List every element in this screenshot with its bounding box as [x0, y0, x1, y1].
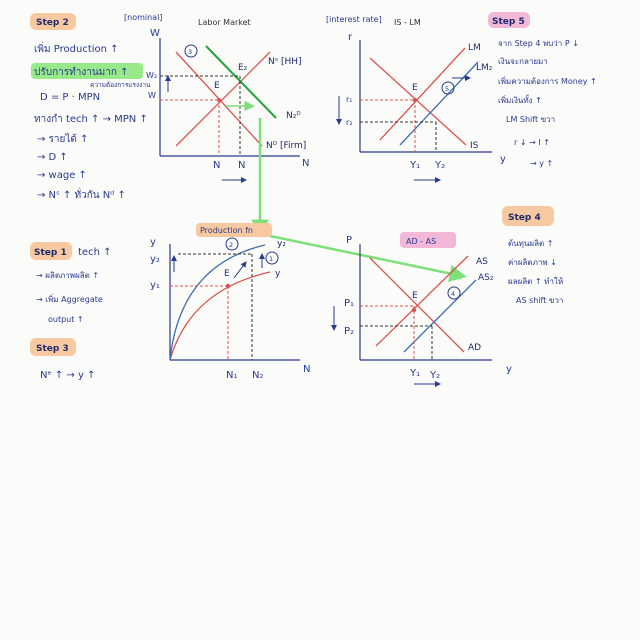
step5-line-1: จาก Step 4 พบว่า P ↓ [498, 39, 579, 48]
islm-r1: r₁ [346, 95, 353, 104]
step2-line-6: → D ↑ [37, 152, 68, 163]
ns-curve [176, 52, 270, 146]
step2-line-2: ปรับการทำงานมาก ↑ [34, 67, 129, 78]
islm-tag: [interest rate] [326, 15, 382, 24]
labor-eq2: E₂ [238, 63, 248, 73]
step5-line-4: เพิ่มเงินทั้ง ↑ [498, 96, 542, 105]
step4-line-4: AS shift ขวา [516, 296, 564, 305]
step2-line-1: เพิ่ม Production ↑ [34, 44, 119, 55]
is-curve [370, 58, 466, 145]
islm-y-axis: r [348, 32, 353, 43]
production-x-axis: N [303, 364, 311, 375]
production-curve-2 [170, 245, 265, 360]
islm-circle: 5 [445, 85, 450, 93]
adas-y1: Y₁ [410, 368, 421, 379]
ad-label: AD [468, 343, 482, 353]
step4-line-3: ผลผลิต ↑ ทำให้ [508, 277, 564, 286]
step1-title: Step 1 [34, 248, 67, 258]
step3-line-1: Nᵉ ↑ → y ↑ [40, 370, 96, 381]
step1-line-3: → เพิ่ม Aggregate [36, 295, 103, 304]
adas-p1: P₁ [344, 298, 355, 309]
step5-line-2: เงินจะกลายมา [498, 57, 548, 66]
production-eq: E [224, 269, 230, 279]
step4-line-2: ค่าผลิตภาพ ↓ [508, 258, 557, 267]
adas-y2: Y₂ [430, 370, 441, 381]
step4-title: Step 4 [508, 213, 541, 223]
islm-r2: r₂ [346, 118, 353, 127]
step2-note: ความต้องการแรงงาน [90, 81, 151, 89]
labor-n1: N [213, 160, 221, 171]
step2-line-8: → Nˢ ↑ ทั่วกัน Nᵈ ↑ [37, 190, 126, 201]
step5-line-3: เพิ่มความต้องการ Money ↑ [498, 77, 597, 86]
as-label: AS [476, 257, 488, 267]
as2-label: AS₂ [478, 273, 494, 283]
islm-y2: Y₂ [435, 160, 446, 171]
step5-title: Step 5 [492, 17, 525, 27]
production-y1: y₁ [150, 280, 160, 291]
labor-title: Labor Market [198, 18, 251, 27]
labor-w1: W [148, 91, 156, 100]
labor-circle: 3 [188, 48, 193, 56]
labor-tag: [nominal] [124, 13, 163, 22]
production-tag: Production fn [200, 226, 253, 235]
adas-eq: E [412, 291, 418, 301]
step5-line-5: LM Shift ขวา [506, 115, 556, 124]
islm-x-axis: y [500, 154, 506, 165]
nd-label: Nᴰ [Firm] [266, 141, 307, 151]
step1-line-1: tech ↑ [78, 247, 112, 258]
adas-p2: P₂ [344, 326, 355, 337]
labor-n2: N [238, 160, 246, 171]
adas-circle: 4 [451, 290, 456, 298]
labor-eq1: E [214, 81, 220, 91]
step5-line-7: → y ↑ [530, 159, 554, 168]
lm-label: LM [468, 43, 481, 53]
production-n2: N₂ [252, 370, 264, 381]
adas-tag: AD - AS [406, 237, 437, 246]
production-y-axis: y [150, 237, 156, 248]
islm-eq: E [412, 83, 418, 93]
production-n1: N₁ [226, 370, 238, 381]
is-label: IS [470, 141, 479, 151]
production-graph [150, 223, 310, 381]
production-curve-1 [170, 272, 270, 360]
islm-title: IS - LM [394, 18, 421, 27]
step2-line-7: → wage ↑ [37, 170, 87, 181]
step3-title: Step 3 [36, 344, 69, 354]
islm-y1: Y₁ [410, 160, 421, 171]
lm2-label: LM₂ [476, 63, 493, 73]
step4-line-1: ต้นทุนผลิต ↑ [508, 239, 554, 248]
ns-label: Nˢ [HH] [268, 57, 302, 67]
production-y2: y₂ [150, 254, 160, 265]
lm2-curve [400, 62, 478, 145]
step2-title: Step 2 [36, 18, 69, 28]
production-y2-label: y₂ [277, 239, 286, 249]
step2-line-3: D = P · MPN [40, 92, 101, 103]
step1-line-2: → ผลิตภาพผลิต ↑ [36, 271, 100, 280]
labor-y-axis: W [150, 28, 160, 39]
lm-curve [380, 48, 465, 140]
step1-line-4: output ↑ [48, 315, 84, 324]
labor-market-graph [124, 13, 309, 180]
labor-x-axis: N [302, 158, 310, 169]
labor-w2: W₂ [146, 71, 158, 80]
step5-line-6: r ↓ → I ↑ [514, 138, 550, 147]
adas-x-axis: y [506, 364, 512, 375]
production-y-label: y [275, 269, 281, 279]
islm-graph [326, 15, 506, 180]
step2-line-4: ทางกำ tech ↑ → MPN ↑ [34, 114, 148, 125]
step2-line-5: → รายได้ ↑ [37, 134, 89, 145]
nd2-label: N₂ᴰ [286, 111, 301, 121]
production-circle-1: 2 [229, 241, 234, 249]
production-circle-2: 1 [269, 255, 274, 263]
adas-y-axis: P [346, 235, 353, 246]
